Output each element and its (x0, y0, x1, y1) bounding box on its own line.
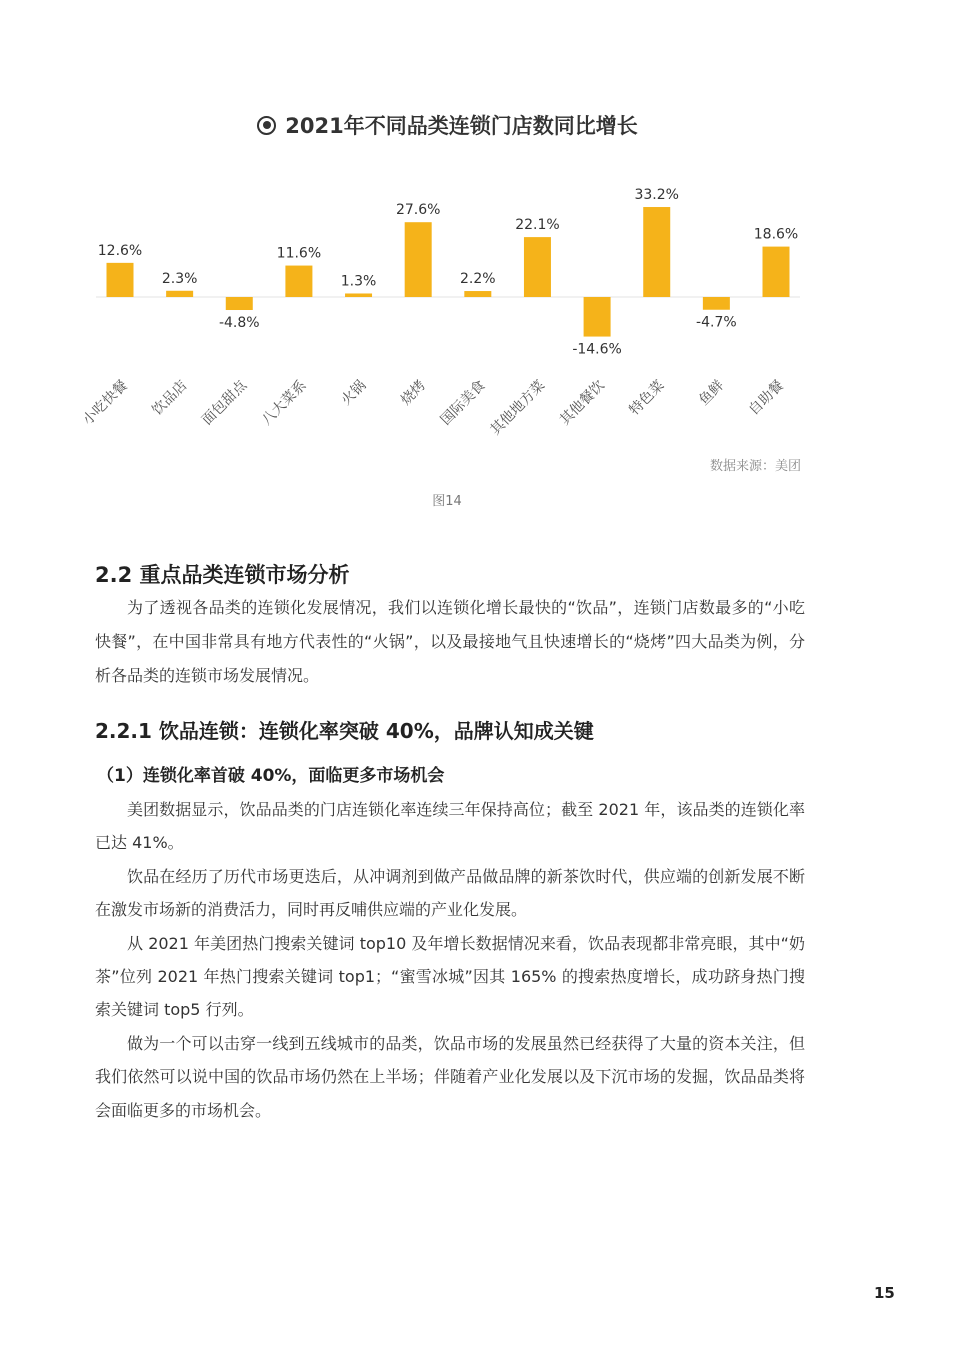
value-label: 27.6% (395, 202, 441, 219)
paragraph: 美团数据显示，饮品品类的门店连锁化率连续三年保持高位；截至 2021 年，该品类的连锁化率已达 41%。 (95, 800, 805, 853)
category-label: 火锅 (338, 377, 370, 409)
category-label: 八大菜系 (258, 377, 310, 429)
value-label: -4.7% (696, 314, 737, 331)
chart-bar (226, 297, 253, 310)
chart-bar (703, 297, 730, 310)
bar-chart (0, 0, 971, 450)
category-label: 自助餐 (745, 377, 787, 419)
chart-bar (464, 291, 491, 297)
category-label: 饮品店 (149, 377, 191, 419)
category-label: 其他餐饮 (557, 377, 608, 429)
category-label: 烧烤 (397, 377, 430, 409)
chart-bar (643, 207, 670, 297)
chart-bar (405, 222, 432, 297)
figure-caption: 图14 (432, 494, 462, 509)
data-source: 数据来源：美团 (709, 459, 801, 474)
category-label: 小吃快餐 (79, 377, 131, 429)
category-label: 特色菜 (626, 377, 668, 419)
document-body (95, 560, 805, 1127)
chart-bar (345, 293, 372, 297)
value-label: 2.2% (460, 271, 496, 288)
category-label: 其他地方菜 (487, 377, 549, 439)
paragraph: 饮品在经历了历代市场更迭后，从冲调剂到做产品做品牌的新茶饮时代，供应端的创新发展不断在激发市场新的消费活力，同时再反哺供应端的产业化发展。 (95, 866, 805, 920)
chart-bar (107, 263, 134, 297)
chart-bar (763, 247, 790, 297)
chart-bar (285, 266, 312, 297)
value-label: 12.6% (97, 242, 143, 259)
page-number: 15 (874, 1284, 895, 1302)
section-heading-2-2: 2.2 重点品类连锁市场分析 (95, 563, 350, 587)
paragraph: 从 2021 年美团热门搜索关键词 top10 及年增长数据情况来看，饮品表现都非常亮眼，其中“奶茶”位列 2021 年热门搜索关键词 top1；“蜜雪冰城”因其 165% 的搜索热度增长，成功跻身热门搜索关键词 top5 行列。 (95, 933, 805, 1020)
value-label: -14.6% (572, 341, 622, 358)
value-label: 22.1% (515, 217, 560, 234)
sub-heading: （1）连锁化率首破 40%，面临更多市场机会 (97, 766, 445, 786)
category-label: 面包甜点 (199, 377, 251, 429)
value-label: -4.8% (218, 315, 260, 332)
paragraph: 做为一个可以击穿一线到五线城市的品类，饮品市场的发展虽然已经获得了大量的资本关注，但我们依然可以说中国的饮品市场仍然在上半场；伴随着产业化发展以及下沉市场的发掘，饮品品类将会面临更多的市场机会。 (95, 1033, 805, 1120)
chart-bar (166, 291, 193, 297)
section-2-2-1-paragraphs (95, 793, 805, 1127)
value-label: 18.6% (753, 226, 799, 243)
value-label: 33.2% (634, 187, 679, 204)
category-label: 鱼鲜 (696, 377, 728, 409)
chart-title-text: 2021年不同品类连锁门店数同比增长 (285, 114, 638, 138)
value-label: 1.3% (340, 273, 377, 290)
paragraph: 为了透视各品类的连锁化发展情况，我们以连锁化增长最快的“饮品”，连锁门店数最多的“小吃快餐”，在中国非常具有地方代表性的“火锅”，以及最接地气且快速增长的“烧烤”四大品类为例，分析各品类的连锁市场发展情况。 (95, 598, 805, 685)
section-heading-2-2-1: 2.2.1 饮品连锁：连锁化率突破 40%，品牌认知成关键 (95, 719, 594, 743)
category-label: 国际美食 (437, 377, 489, 429)
target-icon (257, 116, 276, 135)
value-label: 11.6% (276, 245, 322, 262)
chart-bar (524, 237, 551, 297)
chart-bar (584, 297, 611, 337)
value-label: 2.3% (161, 270, 198, 287)
chart-title (95, 110, 800, 140)
